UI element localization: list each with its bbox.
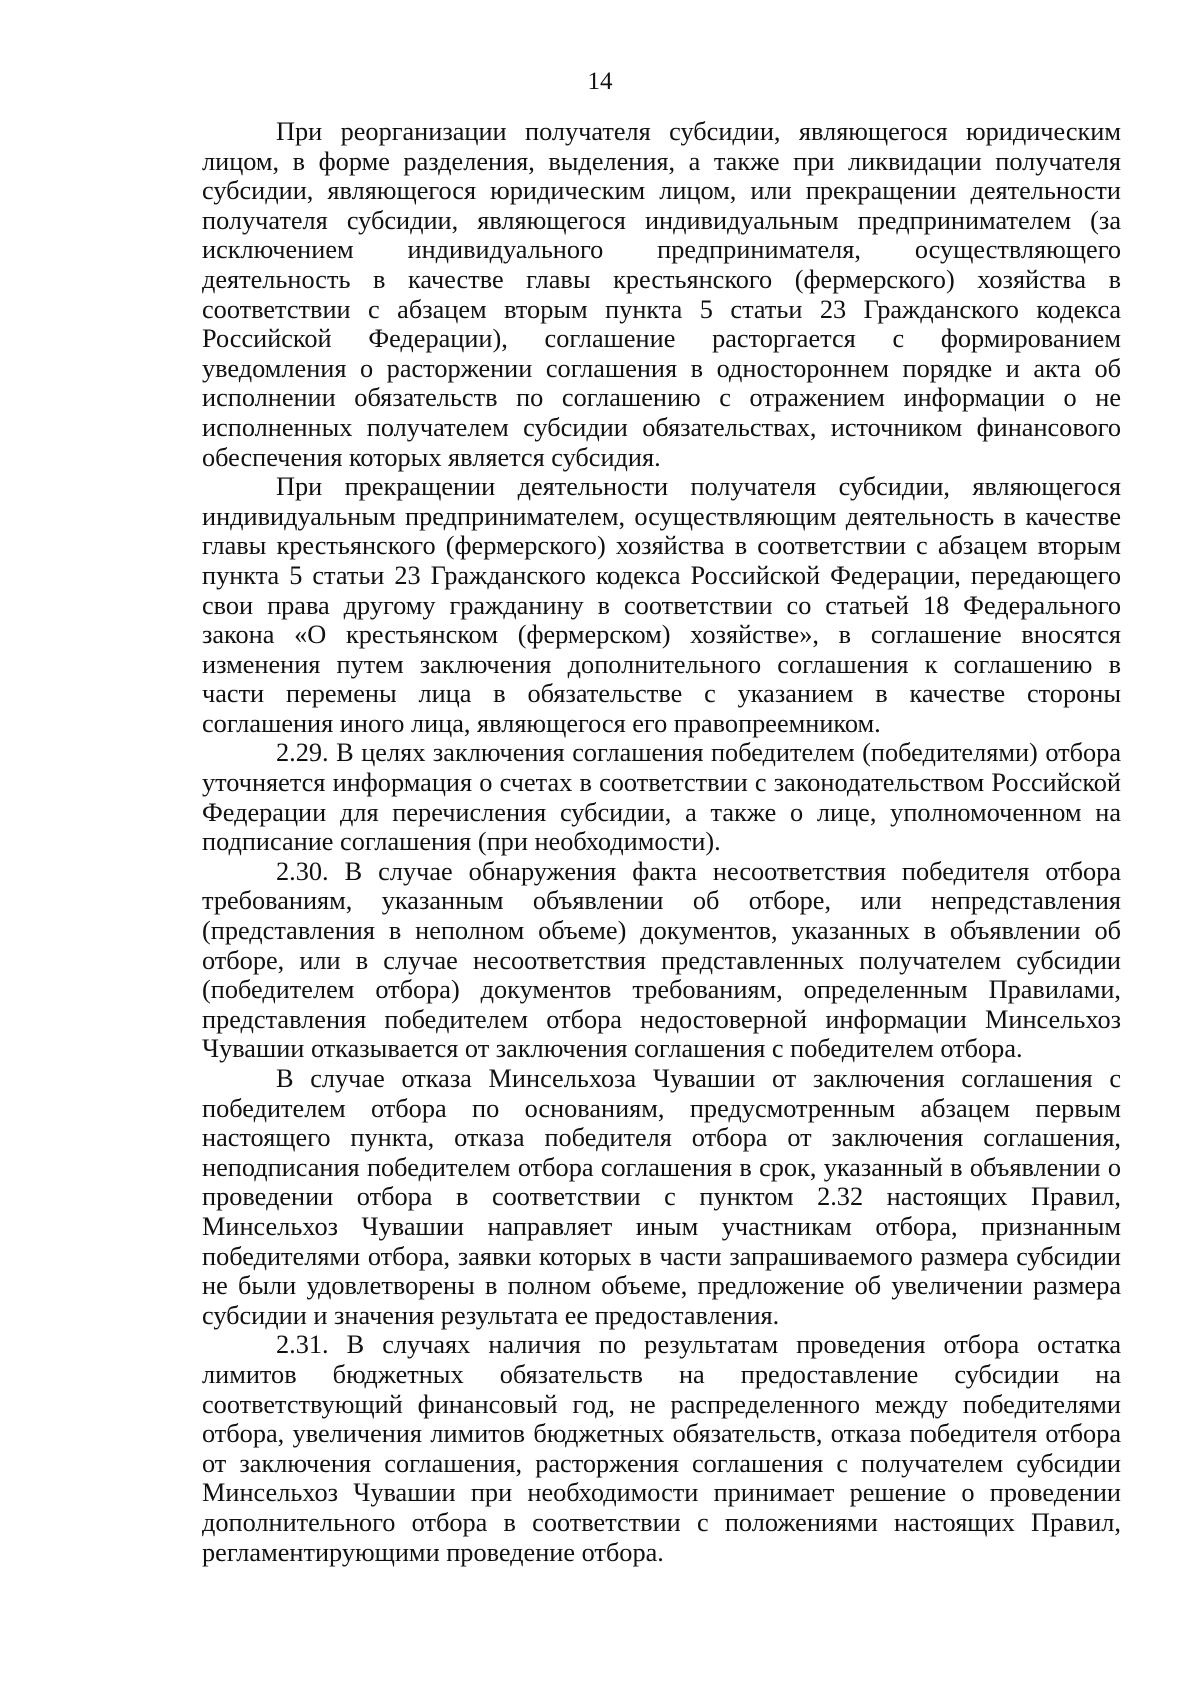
paragraph-2-30-refusal: В случае отказа Минсельхоза Чувашии от заключения соглашения с победителем отбора по основаниям, предусмотренным абзацем первым настоящего пункта, отказа победителя отбора от заключения соглашения, неподписания победителем отбора соглашения в срок, указанный в объявлении о проведении отбора в соответствии с пунктом 2.32 настоящих Правил, Минсельхоз Чувашии направляет иным участникам отбора, признанным победителями отбора, заявки которых в части запрашиваемого размера субсидии не были удовлетворены в полном объеме, предложение об увеличении размера субсидии и значения результата ее предоставления. (202, 1064, 1121, 1330)
paragraph-reorganization: При реорганизации получателя субсидии, являющегося юридическим лицом, в форме разделения, выделения, а также при ликвидации получателя субсидии, являющегося юридическим лицом, или прекращении деятельности получателя субсидии, являющегося индивидуальным предпринимателем (за исключением индивидуального предпринимателя, осуществляющего деятельность в качестве главы крестьянского (фермерского) хозяйства в соответствии с абзацем вторым пункта 5 статьи 23 Гражданского кодекса Российской Федерации), соглашение расторгается с формированием уведомления о расторжении соглашения в одностороннем порядке и акта об исполнении обязательств по соглашению с отражением информации о не исполненных получателем субсидии обязательствах, источником финансового обеспечения которых является субсидия. (202, 117, 1121, 472)
paragraph-termination-farmer: При прекращении деятельности получателя субсидии, являющегося индивидуальным предпринимателем, осуществляющим деятельность в качестве главы крестьянского (фермерского) хозяйства в соответствии с абзацем вторым пункта 5 статьи 23 Гражданского кодекса Российской Федерации, передающего свои права другому гражданину в соответствии со статьей 18 Федерального закона «О крестьянском (фермерском) хозяйстве», в соглашение вносятся изменения путем заключения дополнительного соглашения к соглашению в части перемены лица в обязательстве с указанием в качестве стороны соглашения иного лица, являющегося его правопреемником. (202, 472, 1121, 738)
page-number: 14 (587, 68, 613, 95)
paragraph-2-30: 2.30. В случае обнаружения факта несоответствия победителя отбора требованиям, указанным объявлении об отборе, или непредставления (представления в неполном объеме) документов, указанных в объявлении об отборе, или в случае несоответствия представленных получателем субсидии (победителем отбора) документов требованиям, определенным Правилами, представления победителем отбора недостоверной информации Минсельхоз Чувашии отказывается от заключения соглашения с победителем отбора. (202, 856, 1121, 1064)
paragraph-2-29: 2.29. В целях заключения соглашения победителем (победителями) отбора уточняется информация о счетах в соответствии с законодательством Российской Федерации для перечисления субсидии, а также о лице, уполномоченном на подписание соглашения (при необходимости). (202, 738, 1121, 857)
document-body (202, 117, 1121, 1567)
paragraph-2-31: 2.31. В случаях наличия по результатам проведения отбора остатка лимитов бюджетных обязательств на предоставление субсидии на соответствующий финансовый год, не распределенного между победителями отбора, увеличения лимитов бюджетных обязательств, отказа победителя отбора от заключения соглашения, расторжения соглашения с получателем субсидии Минсельхоз Чувашии при необходимости принимает решение о проведении дополнительного отбора в соответствии с положениями настоящих Правил, регламентирующими проведение отбора. (202, 1330, 1121, 1567)
